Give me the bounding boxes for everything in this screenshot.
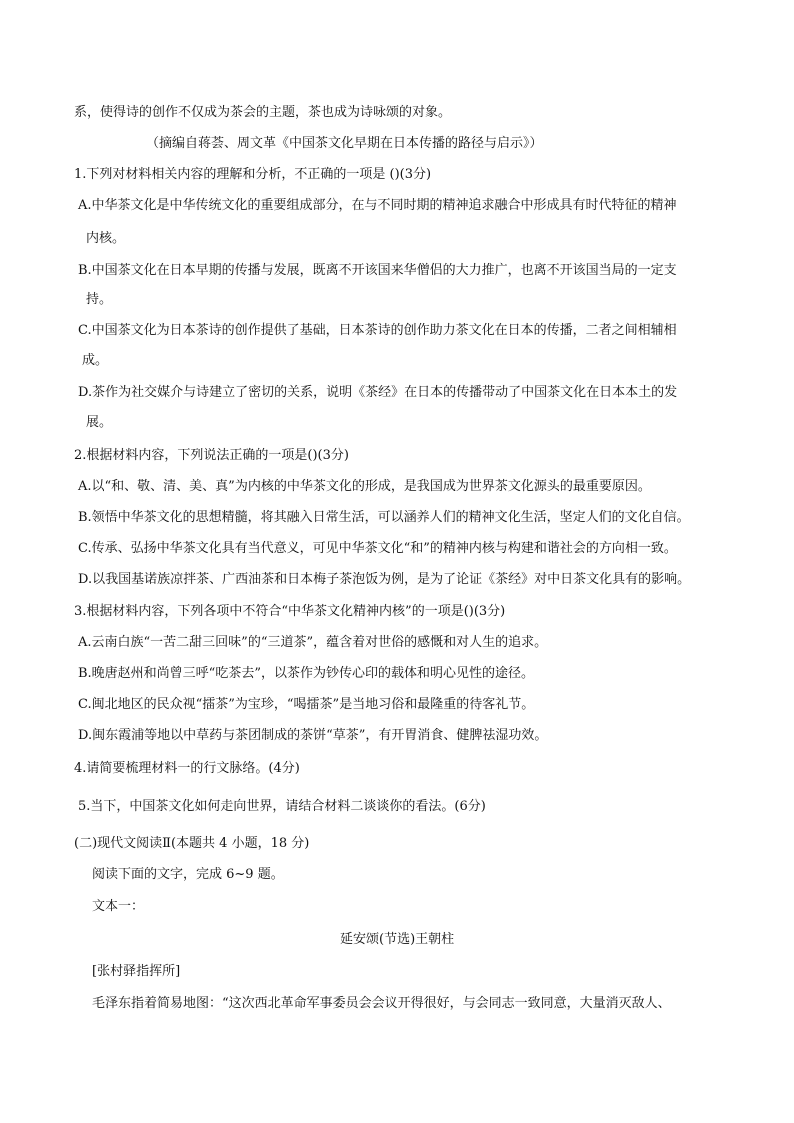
question-1-option-b: B.中国茶文化在日本早期的传播与发展，既离不开该国来华僧侣的大力推广，也离不开该国当局的一定支	[78, 263, 677, 278]
question-2-stem: 2.根据材料内容，下列说法正确的一项是()(3分)	[74, 448, 349, 463]
scene-heading: [张村驿指挥所]	[92, 964, 181, 979]
section-heading: (二)现代文阅读Ⅱ(本题共 4 小题，18 分)	[74, 836, 310, 851]
question-3-option-d: D.闽东霞浦等地以中草药与茶团制成的茶饼“草茶”，有开胃消食、健脾祛湿功效。	[78, 728, 548, 743]
question-1-option-d: D.茶作为社交媒介与诗建立了密切的关系，说明《茶经》在日本的传播带动了中国茶文化在日本本土的发	[78, 385, 678, 400]
question-1-option-b-cont: 持。	[86, 292, 113, 307]
question-5: 5.当下，中国茶文化如何走向世界，请结合材料二谈谈你的看法。(6分)	[78, 799, 486, 814]
question-1-option-d-cont: 展。	[86, 415, 113, 430]
reading-instruction: 阅读下面的文字，完成 6~9 题。	[92, 867, 284, 882]
question-2-option-b: B.领悟中华茶文化的思想精髓，将其融入日常生活，可以涵养人们的精神文化生活，坚定人们的文化自信。	[78, 510, 690, 525]
passage-tail-text: 系，使得诗的创作不仅成为茶会的主题，茶也成为诗咏颂的对象。	[74, 105, 452, 120]
question-1-stem: 1.下列对材料相关内容的理解和分析，不正确的一项是 ()(3分)	[74, 167, 432, 182]
citation: （摘编自蒋荟、周文革《中国茶文化早期在日本传播的路径与启示》）	[146, 136, 543, 151]
question-1-option-a-cont: 内核。	[86, 231, 126, 246]
excerpt-body: 毛泽东指着简易地图：“这次西北革命军事委员会会议开得很好，与会同志一致同意，大量消灭敌人、	[92, 996, 671, 1011]
question-1-option-a: A.中华茶文化是中华传统文化的重要组成部分，在与不同时期的精神追求融合中形成具有时代特征的精神	[78, 198, 677, 213]
question-3-option-a: A.云南白族“一苦二甜三回味”的“三道茶”，蕴含着对世俗的感慨和对人生的追求。	[78, 635, 548, 650]
question-1-option-c-cont: 成。	[82, 353, 109, 368]
question-3-stem: 3.根据材料内容，下列各项中不符合“中华茶文化精神内核”的一项是()(3分)	[74, 604, 506, 619]
question-2-option-a: A.以“和、敬、清、美、真”为内核的中华茶文化的形成，是我国成为世界茶文化源头的最重要原因。	[78, 479, 651, 494]
question-2-option-c: C.传承、弘扬中华茶文化具有当代意义，可见中华茶文化“和”的精神内核与构建和谐社会的方向相一致。	[78, 541, 677, 556]
question-3-option-c: C.闽北地区的民众视“擂茶”为宝珍，“喝擂茶”是当地习俗和最隆重的待客礼节。	[78, 697, 535, 712]
question-3-option-b: B.晚唐赵州和尚曾三呼“吃茶去”，以茶作为钞传心印的载体和明心见性的途径。	[78, 666, 534, 681]
question-2-option-d: D.以我国基诺族凉拌茶、广西油茶和日本梅子茶泡饭为例，是为了论证《茶经》对中日茶文化具有的影响。	[78, 572, 691, 587]
question-1-option-c: C.中国茶文化为日本茶诗的创作提供了基础，日本茶诗的创作助力茶文化在日本的传播，二者之间相辅相	[78, 323, 677, 338]
excerpt-title: 延安颂(节选)王朝柱	[340, 932, 455, 947]
text-label: 文本一：	[92, 899, 145, 914]
question-4: 4.请简要梳理材料一的行文脉络。(4分)	[74, 761, 300, 776]
